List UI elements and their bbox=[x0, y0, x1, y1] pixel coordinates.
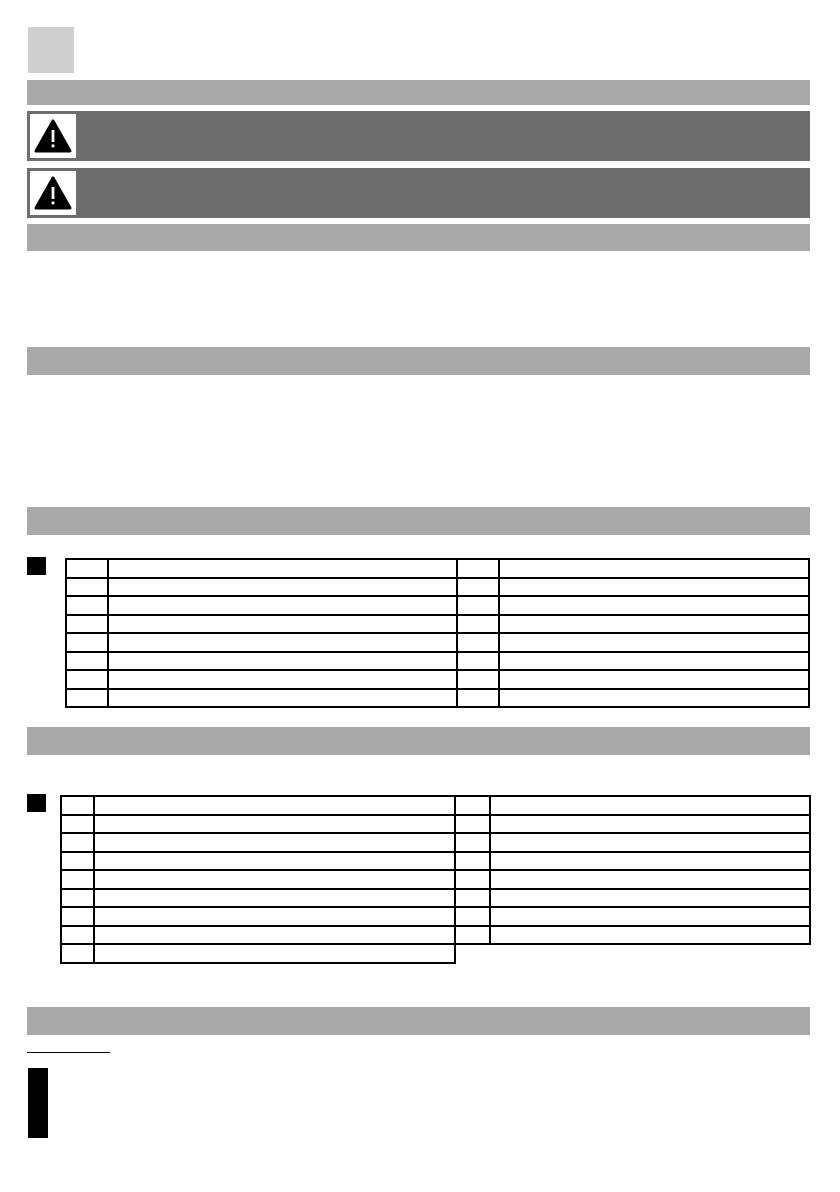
warning-banner bbox=[27, 168, 810, 218]
table-row bbox=[61, 852, 810, 871]
table-row bbox=[61, 796, 810, 815]
section-header-bar bbox=[27, 80, 810, 105]
table-row bbox=[61, 907, 810, 926]
warning-icon-frame bbox=[30, 171, 76, 215]
figure-marker bbox=[27, 794, 46, 812]
table-row bbox=[66, 652, 809, 671]
table-row bbox=[61, 944, 810, 963]
table-row bbox=[66, 615, 809, 634]
table-row bbox=[66, 596, 809, 615]
table-row bbox=[66, 670, 809, 689]
footnote-rule bbox=[27, 1052, 110, 1053]
table-row bbox=[66, 689, 809, 708]
table-row bbox=[61, 833, 810, 852]
section-header-bar bbox=[27, 1007, 810, 1035]
table-row bbox=[61, 870, 810, 889]
parts-table bbox=[65, 558, 810, 708]
section-header-bar bbox=[27, 224, 810, 251]
warning-triangle-icon bbox=[34, 119, 72, 153]
warning-triangle-icon bbox=[34, 176, 72, 210]
section-header-bar bbox=[27, 727, 810, 755]
table-row bbox=[61, 889, 810, 908]
section-header-bar bbox=[27, 507, 810, 535]
table-row bbox=[66, 633, 809, 652]
warning-icon-frame bbox=[30, 114, 76, 158]
language-side-tab bbox=[28, 1068, 48, 1138]
section-header-bar bbox=[27, 347, 810, 375]
figure-marker bbox=[27, 557, 46, 575]
warning-banner bbox=[27, 111, 810, 161]
table-row bbox=[61, 815, 810, 834]
table-row bbox=[66, 559, 809, 578]
parts-table bbox=[60, 795, 811, 964]
page-number-badge bbox=[28, 27, 74, 73]
table-row bbox=[66, 578, 809, 597]
table-row bbox=[61, 926, 810, 945]
